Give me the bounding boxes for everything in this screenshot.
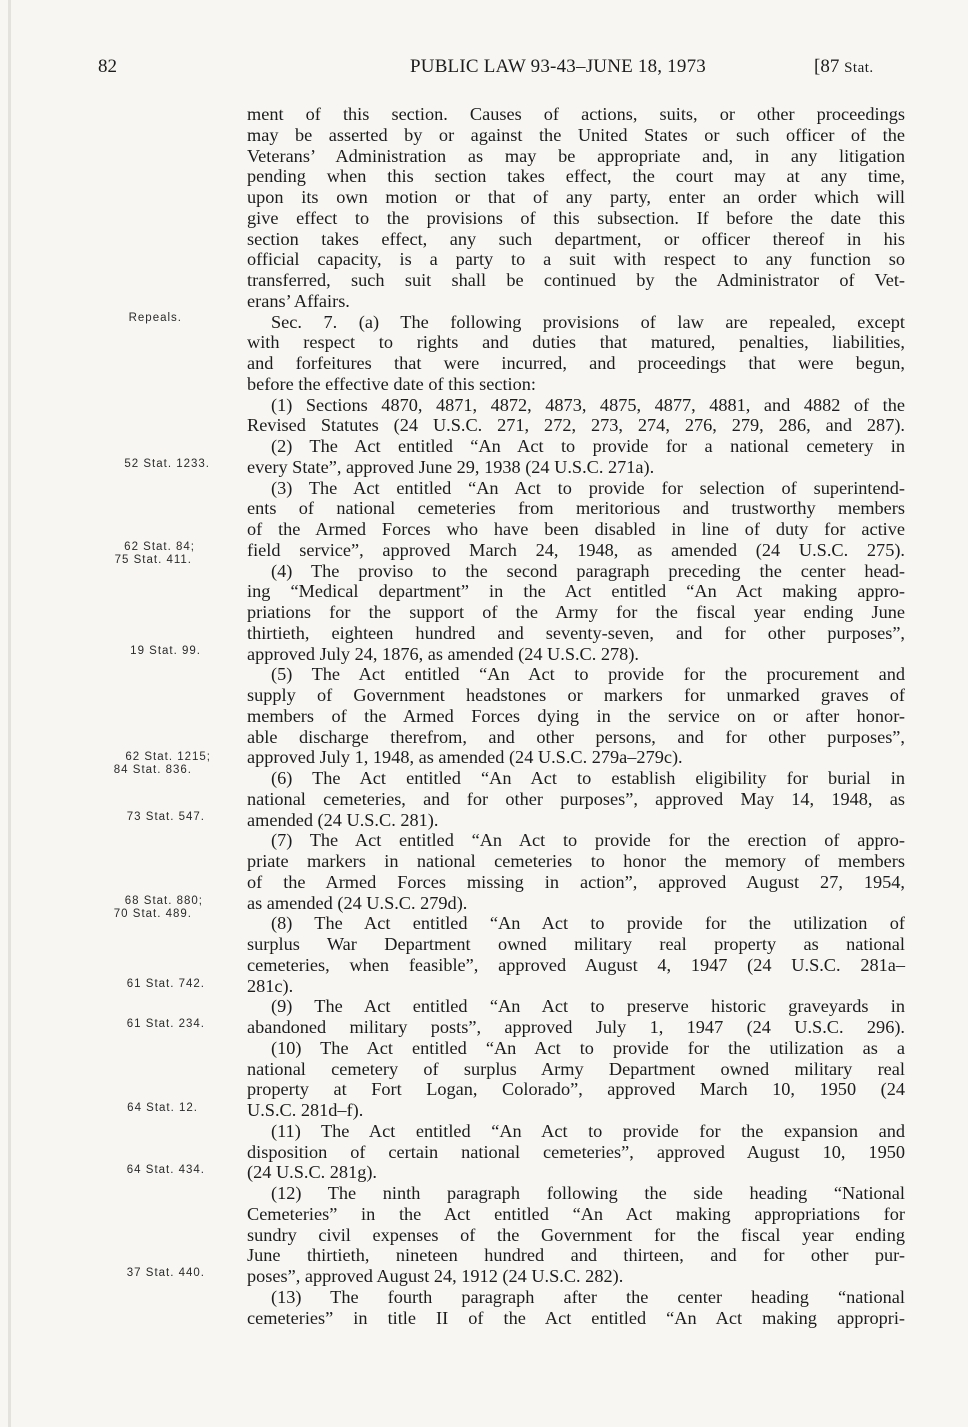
text-line: ment of this section. Causes of actions, suits, or other proceedings [247,104,905,124]
text-line: every State”, approved June 29, 1938 (24 U.S.C. 271a). [247,456,655,477]
margin-note-repeals: Repeals. [128,312,182,324]
text-line: thirtieth, eighteen hundred and seventy-seven, and for other purposes”, [247,622,905,643]
text-line: (7) The Act entitled “An Act to provide for the erection of appro- [271,830,905,851]
statute-volume [814,56,874,78]
text-line: Cemeteries” in the Act entitled “An Act making appropriations for [247,1203,905,1224]
margin-note: 61 Stat. 234. [126,1018,205,1030]
margin-note: 70 Stat. 489. [113,908,192,920]
text-line: (24 U.S.C. 281g). [247,1162,378,1183]
text-line: ing “Medical department” in the Act entitled “An Act making appro- [247,581,905,602]
margin-note: 64 Stat. 12. [127,1102,198,1114]
text-line: ents of national cemeteries from meritorious and trustworthy members [247,498,905,519]
text-line: before the effective date of this section: [247,373,536,394]
text-line: cemeteries” in title II of the Act entitled “An Act making appropri- [247,1307,905,1328]
text-line: members of the Armed Forces dying in the service on or after honor- [247,705,905,726]
text-line: (11) The Act entitled “An Act to provide for the expansion and [271,1120,905,1141]
margin-note: 84 Stat. 836. [113,764,192,776]
text-line: abandoned military posts”, approved July 1, 1947 (24 U.S.C. 296). [247,1017,905,1037]
text-line: transferred, such suit shall be continued by the Administrator of Vet- [247,270,905,290]
text-line: of the Armed Forces who have been disabled in line of duty for active [247,519,905,539]
text-line: priate markers in national cemeteries to honor the memory of members [247,851,905,871]
text-line: field service”, approved March 24, 1948, as amended (24 U.S.C. 275). [247,539,905,560]
text-line: Revised Statutes (24 U.S.C. 271, 272, 273, 274, 276, 279, 286, and 287). [247,415,905,436]
running-header [0,56,968,80]
text-line: U.S.C. 281d–f). [247,1100,364,1120]
text-line: property at Fort Logan, Colorado”, approved March 10, 1950 (24 [247,1079,905,1100]
text-line: 281c). [247,975,294,996]
text-line: June thirtieth, nineteen hundred and thirteen, and for other pur- [247,1245,905,1266]
text-line: cemeteries, when feasible”, approved August 4, 1947 (24 U.S.C. 281a– [247,954,905,975]
text-line: (9) The Act entitled “An Act to preserve historic graveyards in [271,996,905,1017]
text-line: and forfeitures that were incurred, and proceedings that were begun, [247,353,905,373]
text-line: surplus War Department owned military real property as national [247,934,905,954]
margin-note: 68 Stat. 880; [124,895,203,907]
margin-note: 61 Stat. 742. [126,978,205,990]
statute-volume-word: Stat. [844,60,874,76]
margin-note: 64 Stat. 434. [126,1164,205,1176]
text-line: (6) The Act entitled “An Act to establish eligibility for burial in [271,768,905,788]
text-line: may be asserted by or against the United States or such officer of the [247,124,905,145]
text-line: (13) The fourth paragraph after the center heading “national [271,1286,905,1307]
page-number: 82 [98,56,117,77]
margin-note: 73 Stat. 547. [126,811,205,823]
text-line: sundry civil expenses of the Government for the fiscal year ending [247,1224,905,1245]
text-line: of the Armed Forces missing in action”, approved August 27, 1954, [247,871,905,892]
text-line: (3) The Act entitled “An Act to provide for selection of superintend- [271,477,905,498]
text-line: as amended (24 U.S.C. 279d). [247,892,468,913]
text-line: national cemeteries, and for other purposes”, approved May 14, 1948, as [247,788,905,809]
section-heading-line: Sec. 7. (a) The following provisions of law are repealed, except [271,311,905,332]
running-title: PUBLIC LAW 93-43–JUNE 18, 1973 [410,56,706,77]
text-line: (5) The Act entitled “An Act to provide for the procurement and [271,664,905,685]
text-line: able discharge therefrom, and other persons, and for other purposes”, [247,726,905,747]
text-line: official capacity, is a party to a suit with respect to any function so [247,249,905,270]
text-line: (1) Sections 4870, 4871, 4872, 4873, 4875, 4877, 4881, and 4882 of the [271,394,905,415]
text-line: (4) The proviso to the second paragraph preceding the center head- [271,560,905,581]
margin-note: 62 Stat. 1215; [125,751,211,763]
text-line: disposition of certain national cemeteries”, approved August 10, 1950 [247,1141,905,1162]
statute-volume-number: [87 [814,56,845,77]
text-line: give effect to the provisions of this subsection. If before the date this [247,207,905,228]
text-line: poses”, approved August 24, 1912 (24 U.S.C. 282). [247,1266,624,1286]
text-line: with respect to rights and duties that matured, penalties, liabilities, [247,332,905,353]
text-line: pending when this section takes effect, the court may at any time, [247,166,905,187]
body-text [247,104,905,1328]
margin-note: 37 Stat. 440. [126,1267,205,1279]
text-line: section takes effect, any such department, or officer thereof in his [247,228,905,249]
text-line: amended (24 U.S.C. 281). [247,809,439,830]
text-line: Veterans’ Administration as may be appropriate and, in any litigation [247,145,905,166]
margin-note: 62 Stat. 84; [124,541,195,553]
margin-note: 75 Stat. 411. [114,554,192,566]
text-line: (12) The ninth paragraph following the side heading “National [271,1183,905,1203]
text-line: (10) The Act entitled “An Act to provide for the utilization as a [271,1037,905,1058]
text-line: supply of Government headstones or markers for unmarked graves of [247,685,905,705]
text-line: approved July 1, 1948, as amended (24 U.S.C. 279a–279c). [247,747,683,768]
text-line: upon its own motion or that of any party, enter an order which will [247,187,905,207]
text-line: national cemetery of surplus Army Department owned military real [247,1058,905,1079]
text-line: approved July 24, 1876, as amended (24 U.S.C. 278). [247,643,639,664]
text-line: (2) The Act entitled “An Act to provide for a national cemetery in [271,436,905,456]
margin-note: 52 Stat. 1233. [124,458,210,470]
scan-edge [8,0,11,1427]
text-line: (8) The Act entitled “An Act to provide for the utilization of [271,913,905,934]
margin-note: 19 Stat. 99. [130,645,201,657]
text-line: erans’ Affairs. [247,290,350,311]
text-line: priations for the support of the Army for the fiscal year ending June [247,602,905,622]
